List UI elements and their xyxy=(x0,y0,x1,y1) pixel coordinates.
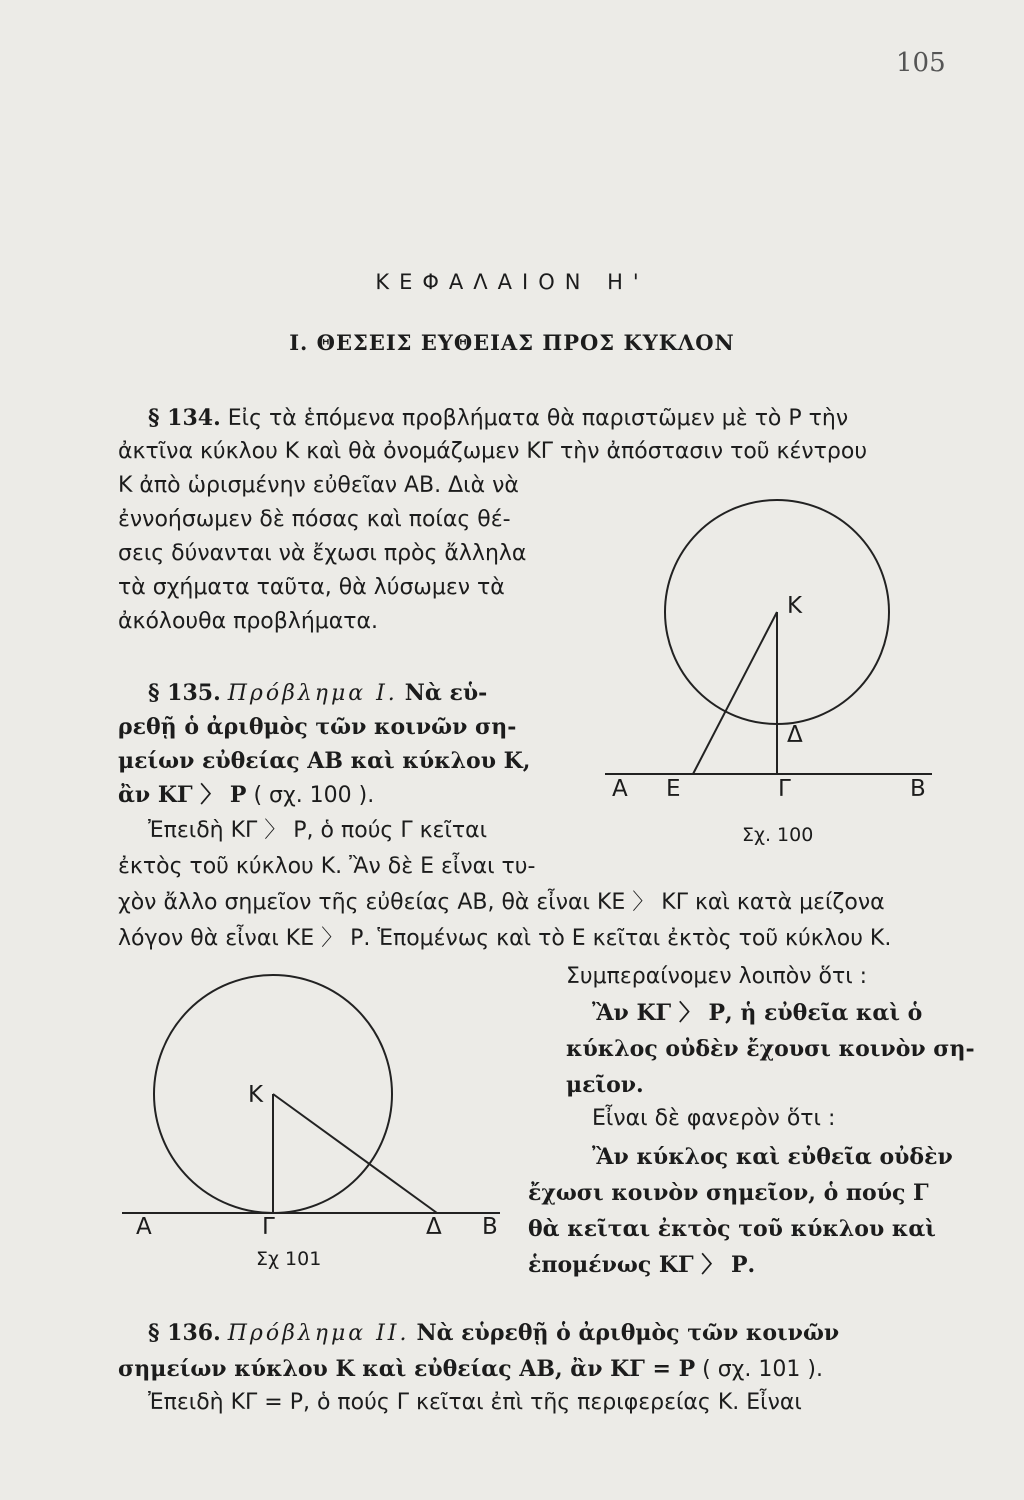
p134-line-5: σεις δύνανται νὰ ἔχωσι πρὸς ἄλληλα xyxy=(118,541,527,566)
fig100-label-a: Α xyxy=(612,776,628,802)
p135-conclusion-3: μεῖον. xyxy=(566,1072,644,1098)
p136-bold-2: σημείων κύκλου Κ καὶ εὐθείας ΑΒ, ἂν ΚΓ = Ρ xyxy=(118,1356,696,1382)
p135-problem-label: Πρόβλημα Ι. xyxy=(227,681,398,706)
fig100-caption: Σχ. 100 xyxy=(742,824,814,846)
p135-line-7: χὸν ἄλλο σημεῖον τῆς εὐθείας ΑΒ, θὰ εἶναι ΚΕ 〉 ΚΓ καὶ κατὰ μείζονα xyxy=(118,890,885,915)
p135-line-2: ρεθῇ ὁ ἀριθμὸς τῶν κοινῶν ση- xyxy=(118,714,517,740)
figure-100 xyxy=(605,500,932,774)
p136-problem-label: Πρόβλημα ΙΙ. xyxy=(227,1321,410,1346)
p134-line-7: ἀκόλουθα προβλήματα. xyxy=(118,609,379,634)
section-title: Ι. ΘΕΣΕΙΣ ΕΥΘΕΙΑΣ ΠΡΟΣ ΚΥΚΛΟΝ xyxy=(289,330,735,355)
fig101-label-b: Β xyxy=(482,1214,498,1240)
fig101-label-a: Α xyxy=(136,1214,152,1240)
fig100-segment-ke xyxy=(693,612,777,774)
figure-101 xyxy=(122,975,500,1213)
chapter-heading: ΚΕΦΑΛΑΙΟΝ Η' xyxy=(375,270,649,294)
p136-ref-2: ( σχ. 101 ). xyxy=(695,1357,823,1382)
p135-bold-4: ἂν ΚΓ 〉 Ρ xyxy=(118,782,247,808)
p135-converse-1: Ἂν κύκλος καὶ εὐθεῖα οὐδὲν xyxy=(592,1144,953,1170)
p135-line-8: λόγον θὰ εἶναι ΚΕ 〉 Ρ. Ἑπομένως καὶ τὸ Ε κεῖται ἐκτὸς τοῦ κύκλου Κ. xyxy=(118,926,892,951)
fig100-label-g: Γ xyxy=(778,776,791,802)
p135-line-5: Ἐπειδὴ ΚΓ 〉 Ρ, ὁ πούς Γ κεῖται xyxy=(148,818,488,843)
p135-conclusion-2: κύκλος οὐδὲν ἔχουσι κοινὸν ση- xyxy=(566,1036,975,1062)
p135-bold-1: Νὰ εὑ- xyxy=(404,680,488,706)
p135-ref-4: ( σχ. 100 ). xyxy=(246,783,375,808)
p134-line-3: Κ ἀπὸ ὡρισμένην εὐθεῖαν ΑΒ. Διὰ νὰ xyxy=(118,473,519,498)
fig101-label-d: Δ xyxy=(426,1214,442,1240)
p134-line-6: τὰ σχήματα ταῦτα, θὰ λύσωμεν τὰ xyxy=(118,575,505,600)
p136-bold-1: Νὰ εὑρεθῇ ὁ ἀριθμὸς τῶν κοινῶν xyxy=(416,1320,840,1346)
p135-converse-2: ἔχωσι κοινὸν σημεῖον, ὁ πούς Γ xyxy=(528,1180,929,1206)
p135-line-3: μείων εὐθείας ΑΒ καὶ κύκλου Κ, xyxy=(118,748,531,774)
fig100-label-e: Ε xyxy=(666,776,681,802)
p134-text-1: Εἰς τὰ ἑπόμενα προβλήματα θὰ παριστῶμεν μὲ τὸ Ρ τὴν xyxy=(220,406,849,431)
fig101-label-k: Κ xyxy=(248,1082,264,1108)
p134-line-4: ἐννοήσωμεν δὲ πόσας καὶ ποίας θέ- xyxy=(118,507,511,532)
p135-converse-3: θὰ κεῖται ἐκτὸς τοῦ κύκλου καὶ xyxy=(528,1216,936,1242)
p136-line-3: Ἐπειδὴ ΚΓ = Ρ, ὁ πούς Γ κεῖται ἐπὶ τῆς περιφερείας Κ. Εἶναι xyxy=(148,1390,802,1415)
p135-line-10: Εἶναι δὲ φανερὸν ὅτι : xyxy=(592,1106,836,1131)
page-number: 105 xyxy=(896,48,946,78)
fig100-label-d: Δ xyxy=(787,722,803,748)
fig101-label-g: Γ xyxy=(262,1214,275,1240)
p135-converse-4: ἑπομένως ΚΓ 〉 Ρ. xyxy=(528,1252,756,1278)
fig100-label-b: Β xyxy=(910,776,926,802)
fig101-caption: Σχ 101 xyxy=(256,1248,322,1270)
p136-number: § 136. xyxy=(148,1320,221,1346)
p135-number: § 135. xyxy=(148,680,221,706)
p135-conclusion-1: Ἂν ΚΓ 〉 Ρ, ἡ εὐθεῖα καὶ ὁ xyxy=(592,1000,923,1026)
p134-number: § 134. xyxy=(148,405,221,431)
fig100-label-k: Κ xyxy=(787,593,803,619)
p134-line-2: ἀκτῖνα κύκλου Κ καὶ θὰ ὀνομάζωμεν ΚΓ τὴν ἀπόστασιν τοῦ κέντρου xyxy=(118,439,868,464)
p135-line-9: Συμπεραίνομεν λοιπὸν ὅτι : xyxy=(566,964,868,989)
p135-line-6: ἐκτὸς τοῦ κύκλου Κ. Ἂν δὲ Ε εἶναι τυ- xyxy=(118,854,536,879)
fig101-segment-kd xyxy=(273,1094,437,1213)
